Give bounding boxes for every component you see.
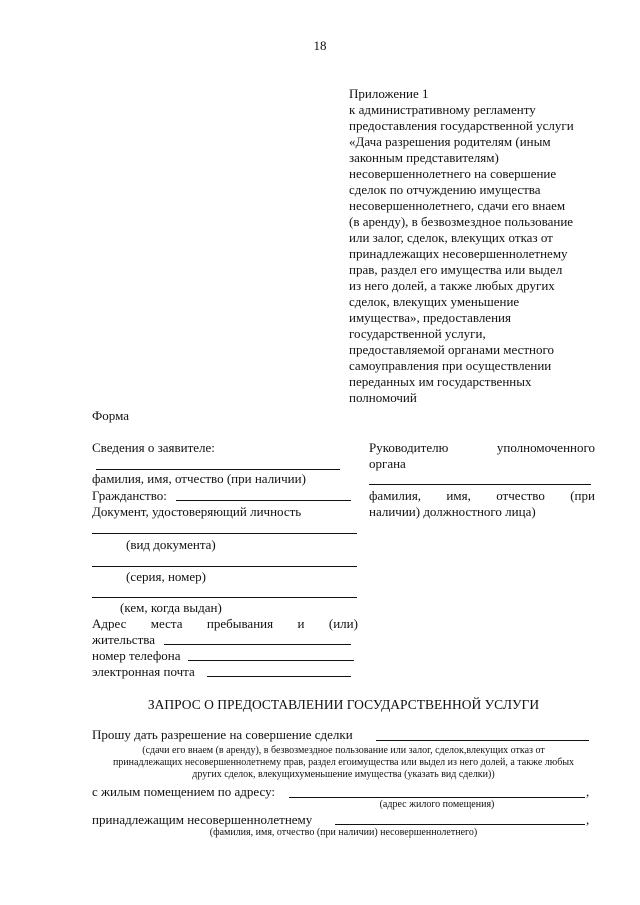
email-label: электронная почта xyxy=(92,664,195,679)
request-line3: принадлежащим несовершеннолетнему xyxy=(92,812,313,827)
recipient-line2: органа xyxy=(369,456,406,471)
appendix-line: предоставляемой органами местного xyxy=(349,342,555,357)
comma: , xyxy=(586,812,590,827)
appendix-line: из него долей, а также любых других xyxy=(349,278,555,293)
email-underline xyxy=(207,676,351,677)
appendix-line: полномочий xyxy=(349,390,417,405)
citizenship-label: Гражданство: xyxy=(92,488,167,503)
issued-underline xyxy=(92,597,357,598)
recipient-caption-word: имя, xyxy=(446,488,471,503)
series-caption: (серия, номер) xyxy=(126,569,206,584)
address-label-line xyxy=(92,616,358,632)
appendix-line: прав, раздел его имущества или выдел xyxy=(349,262,563,277)
address-underline xyxy=(289,797,585,798)
citizenship-underline xyxy=(176,500,351,501)
phone-underline xyxy=(188,660,354,661)
appendix-line: несовершеннолетнего на совершение xyxy=(349,166,557,181)
address-word: места xyxy=(150,616,183,631)
doc-type-caption: (вид документа) xyxy=(126,537,216,552)
appendix-line: предоставления государственной услуги xyxy=(349,118,574,133)
request-line2: с жилым помещением по адресу: xyxy=(92,784,276,799)
deal-caption-2: принадлежащих несовершеннолетнему прав, раздел егоимущества или выдел из него долей, а также любых xyxy=(112,757,575,768)
recipient-underline xyxy=(369,484,591,485)
applicant-heading: Сведения о заявителе: xyxy=(92,440,215,455)
appendix-line: самоуправления при осуществлении xyxy=(349,358,552,373)
minor-caption: (фамилия, имя, отчество (при наличии) несовершеннолетнего) xyxy=(209,827,478,838)
appendix-block xyxy=(349,86,609,406)
page-number: 18 xyxy=(313,38,327,53)
minor-underline xyxy=(335,824,585,825)
address-word: пребывания xyxy=(206,616,274,631)
form-label: Форма xyxy=(92,408,129,423)
appendix-line: к административному регламенту xyxy=(349,102,536,117)
residence-label: жительства xyxy=(92,632,155,647)
address-word: (или) xyxy=(328,616,358,631)
appendix-line: имущества», предоставления xyxy=(349,310,511,325)
fio-caption: фамилия, имя, отчество (при наличии) xyxy=(92,471,306,486)
appendix-line: (в аренду), в безвозмездное пользование xyxy=(349,214,574,229)
appendix-line: государственной услуги, xyxy=(349,326,486,341)
recipient-line1 xyxy=(369,440,595,456)
deal-caption-1: (сдачи его внаем (в аренду), в безвозмездное пользование или залог, сделок,влекущих отказ от xyxy=(142,745,545,756)
fio-underline xyxy=(96,469,340,470)
comma: , xyxy=(586,784,590,799)
recipient-caption-line1 xyxy=(369,488,595,504)
appendix-line: Приложение 1 xyxy=(349,86,429,101)
appendix-line: или залог, сделок, влекущих отказ от xyxy=(349,230,553,245)
appendix-line: принадлежащих несовершеннолетнему xyxy=(349,246,568,261)
doc-type-underline xyxy=(92,533,357,534)
id-document-label: Документ, удостоверяющий личность xyxy=(92,504,302,519)
recipient-caption-word: отчество xyxy=(496,488,545,503)
appendix-line: переданных им государственных xyxy=(349,374,532,389)
recipient-caption-word: фамилия, xyxy=(369,488,422,503)
appendix-line: сделок, влекущих уменьшение xyxy=(349,294,520,309)
deal-caption-3: других сделок, влекущихуменьшение имущества (указать вид сделки)) xyxy=(192,769,495,780)
appendix-line: «Дача разрешения родителям (иным xyxy=(349,134,551,149)
appendix-line: сделок по отчуждению имущества xyxy=(349,182,541,197)
request-title: ЗАПРОС О ПРЕДОСТАВЛЕНИИ ГОСУДАРСТВЕННОЙ УСЛУГИ xyxy=(147,697,540,712)
recipient-word: Руководителю xyxy=(369,440,449,455)
residence-underline xyxy=(164,644,351,645)
address-word: и xyxy=(297,616,305,631)
series-underline xyxy=(92,566,357,567)
address-word: Адрес xyxy=(92,616,127,631)
recipient-caption-word: (при xyxy=(570,488,595,503)
appendix-line: законным представителям) xyxy=(349,150,499,165)
appendix-line: несовершеннолетнего, сдачи его внаем xyxy=(349,198,566,213)
address-caption: (адрес жилого помещения) xyxy=(379,799,495,810)
request-line1: Прошу дать разрешение на совершение сделки xyxy=(92,727,353,742)
phone-label: номер телефона xyxy=(92,648,181,663)
issued-caption: (кем, когда выдан) xyxy=(120,600,222,615)
recipient-word: уполномоченного xyxy=(496,440,595,455)
deal-underline xyxy=(376,740,589,741)
recipient-caption-line2: наличии) должностного лица) xyxy=(369,504,536,519)
